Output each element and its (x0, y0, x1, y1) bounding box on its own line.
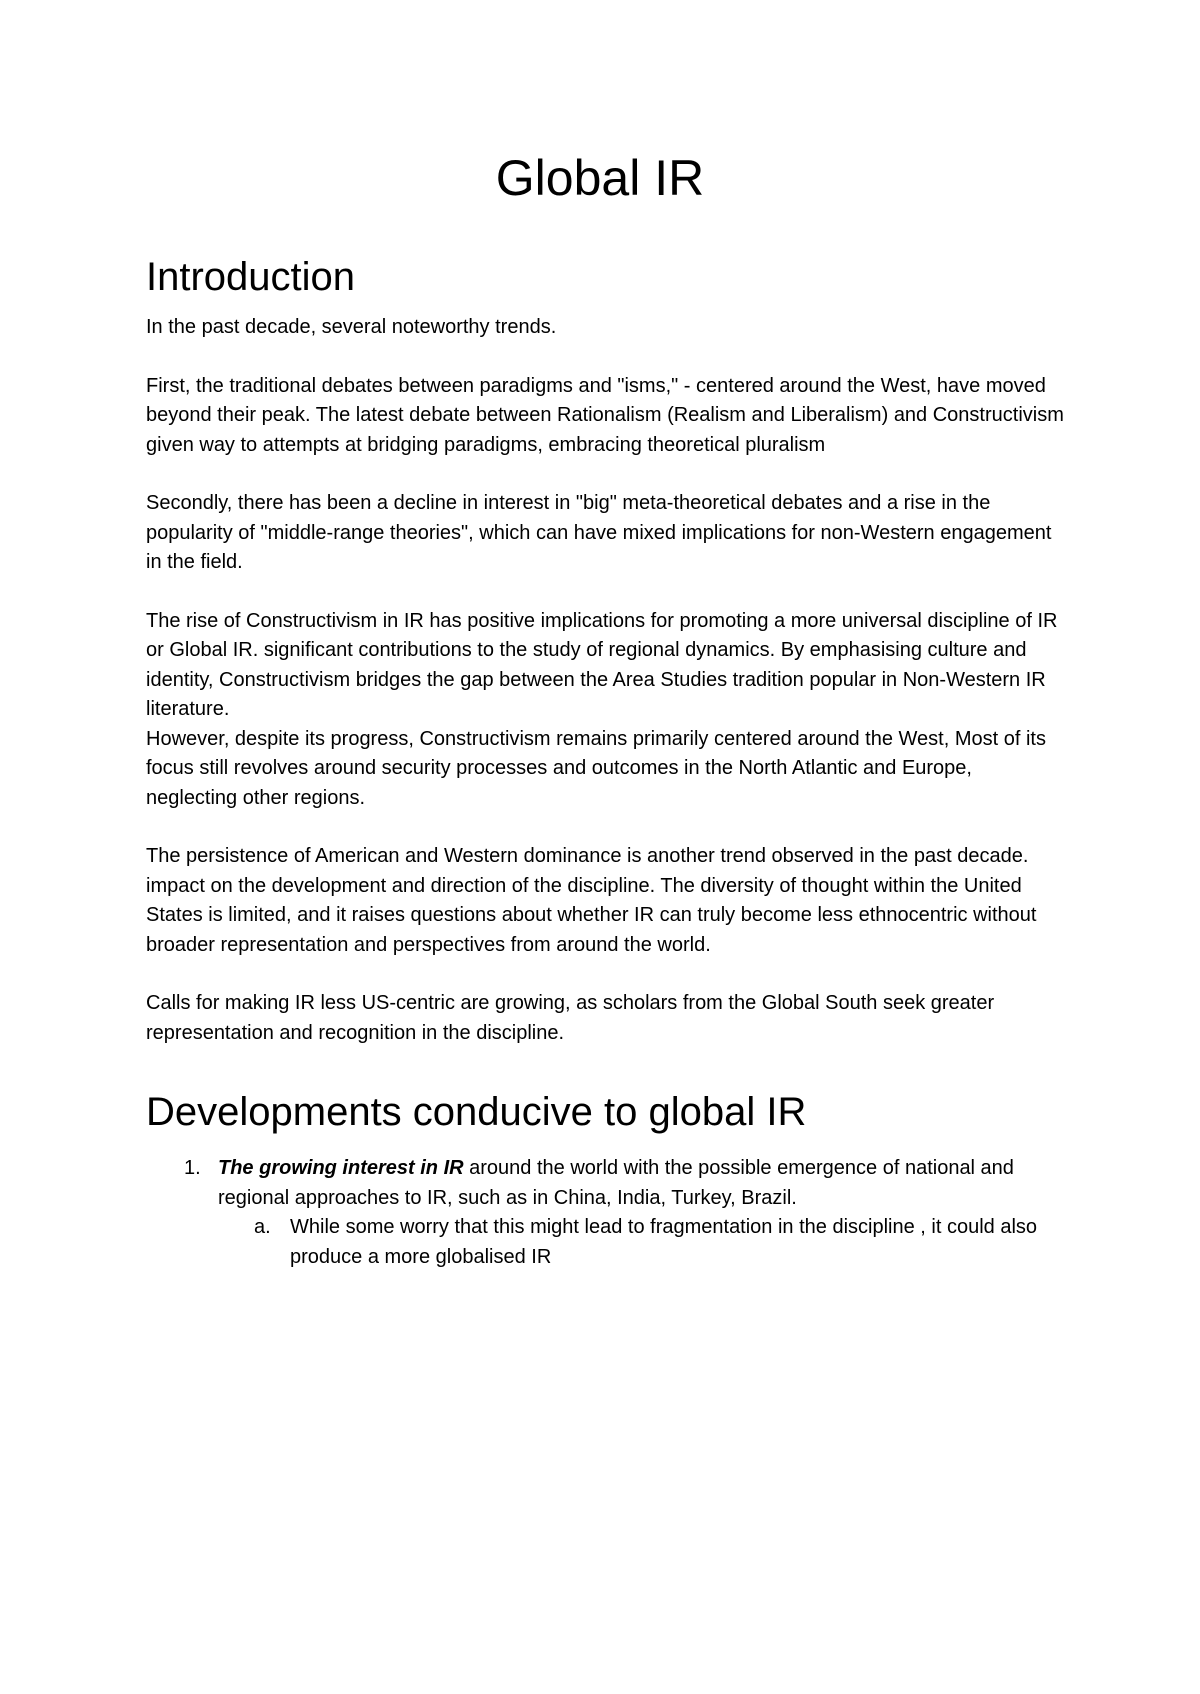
developments-heading: Developments conducive to global IR (146, 1090, 807, 1134)
paragraph-constructivism-limits: However, despite its progress, Constructivism remains primarily centered around the West, Most of its focus still revolves around security processes and outcomes in the North Atlantic and Europe, neglecting other regions. (146, 727, 1046, 809)
document-body (146, 253, 1066, 1272)
paragraph-us-centric: Calls for making IR less US-centric are growing, as scholars from the Global South seek greater representation and recognition in the discipline. (146, 992, 995, 1044)
list-item-text: around the world with the possible emergence of national and regional approaches to IR, such as in China, India, Turkey, Brazil. (218, 1157, 1014, 1209)
paragraph-second-trend: Secondly, there has been a decline in interest in "big" meta-theoretical debates and a rise in the popularity of "middle-range theories", which can have mixed implications for non-Western engagement in the field. (146, 492, 1052, 573)
sub-list-item (218, 1213, 1066, 1272)
introduction-heading: Introduction (146, 255, 356, 299)
document-title: Global IR (495, 150, 705, 206)
introduction-section (146, 253, 1066, 1048)
paragraph-constructivism-rise: The rise of Constructivism in IR has positive implications for promoting a more universal discipline of IR or Global IR. significant contributions to the study of regional dynamics. By emphasising culture and identity, Constructivism bridges the gap between the Area Studies tradition popular in Non-Western IR literature. (146, 609, 1058, 720)
list-marker: 1. (184, 1157, 201, 1179)
developments-list (146, 1154, 1066, 1213)
paragraph-western-dominance: The persistence of American and Western dominance is another trend observed in the past decade. impact on the development and direction of the discipline. The diversity of thought within the United States is limited, and it raises questions about whether IR can truly become less ethnocentric without broader representation and perspectives from around the world. (146, 845, 1037, 956)
paragraph-first-trend: First, the traditional debates between paradigms and "isms," - centered around the West, have moved beyond their peak. The latest debate between Rationalism (Realism and Liberalism) and Constructivism given way to attempts at bridging paradigms, embracing theoretical pluralism (146, 374, 1064, 456)
sub-list-item-text: While some worry that this might lead to fragmentation in the discipline , it could also produce a more globalised IR (290, 1216, 1038, 1268)
sub-list-marker: a. (254, 1216, 271, 1238)
paragraph-trends: In the past decade, several noteworthy trends. (146, 316, 557, 338)
list-item-emphasis: The growing interest in IR (218, 1157, 464, 1179)
developments-sublist (146, 1213, 1066, 1272)
developments-section (146, 1088, 1066, 1272)
list-item (146, 1154, 1066, 1213)
